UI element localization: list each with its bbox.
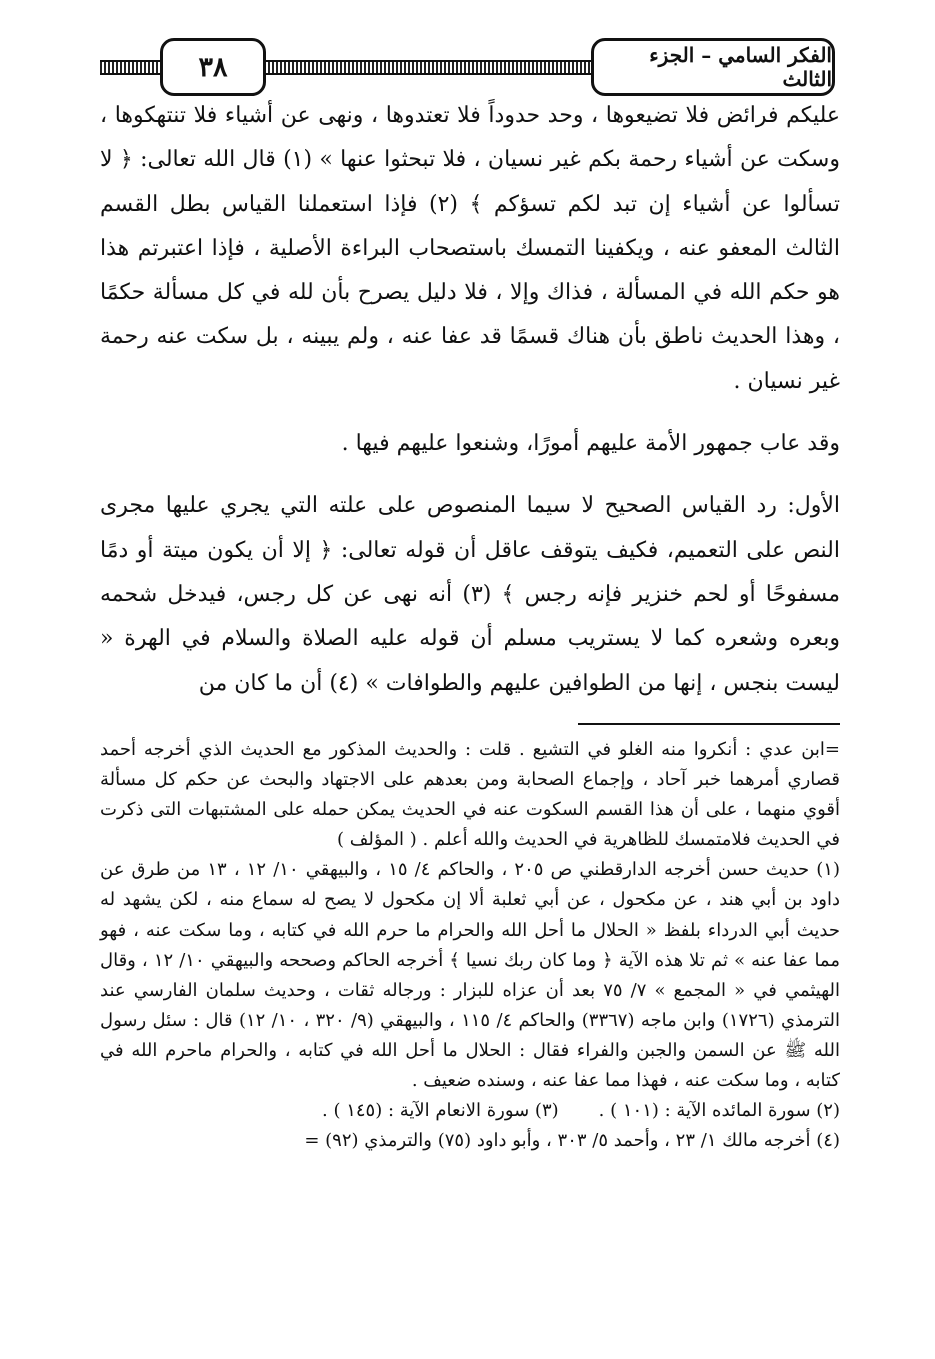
footnote-continuation: =ابن عدي : أنكروا منه الغلو في التشيع . قلت : والحديث المذكور مع الحديث الذي أخرجه أحمد قصاري أمرهما خبر آحاد ، وإجماع الصحابة ومن بعدهم على الاجتهاد والبحث عن حكم كل مسألة أقوي منهما ، على أن هذا القسم السكوت عنه في الحديث يمكن حمله على المشتبهات التى ذكرت في الحديث فلامتمسك للظاهرية في الحديث والله أعلم . ( المؤلف ): [100, 739, 840, 851]
page-number: ٣٨: [160, 38, 266, 96]
paragraph-2: وقد عاب جمهور الأمة عليهم أمورًا، وشنعوا عليهم فيها .: [341, 431, 840, 457]
page-header: [100, 30, 835, 90]
running-title: الفكر السامي – الجزء الثالث: [591, 38, 835, 96]
footnote-3: (٣) سورة الانعام الآية : (١٤٥ ) .: [322, 1100, 559, 1122]
paragraph-1: عليكم فرائض فلا تضيعوها ، وحد حدوداً فلا تعتدوها ، ونهى عن أشياء فلا تنتهكوها ، وسكت عن أشياء رحمة بكم غير نسيان ، فلا تبحثوا عنها » (١) قال الله تعالى: ﴿ لا تسألوا عن أشياء إن تبد لكم تسؤكم ﴾ (٢) فإذا استعملنا القياس بطل القسم الثالث المعفو عنه ، ويكفينا التمسك باستصحاب البراءة الأصلية ، فإذا اعتبرتم هذا هو حكم الله في المسألة ، فذاك وإلا ، فلا دليل يصرح بأن لله في كل مسألة حكمًا ، وهذا الحديث ناطق بأن هناك قسمًا قد عفا عنه ، ولم يبينه ، بل سكت عنه رحمة غير نسيان .: [100, 103, 840, 394]
footnote-separator: [578, 723, 840, 725]
footnote-1: (١) حديث حسن أخرجه الدارقطني ص ٢٠٥ ، والحاكم ٤/ ١٥ ، والبيهقي ١٠/ ١٢ ، ١٣ من طرق عن داود بن أبي هند ، عن مكحول ، عن أبي ثعلبة ألا إن مكحول لا يصح له سماع منه ، لكن يشهد له حديث أبي الدرداء بلفظ « الحلال ما أحل الله والحرام ما حرم الله في كتابه ، وما سكت عنه ، فهو مما عفا عنه » ثم تلا هذه الآية ﴿ وما كان ربك نسيا ﴾ أخرجه الحاكم وصححه والبيهقي ١٠/ ١٢ ، وقال الهيثمي في « المجمع » ٧/ ٧٥ بعد أن عزاه للبزار : ورجاله ثقات ، وحديث سلمان الفارسي عند الترمذي (١٧٢٦) وابن ماجه (٣٣٦٧) والحاكم ٤/ ١١٥ ، والبيهقي (٩/ ٣٢٠ ، ١٠/ ١٢) قال : سئل رسول الله ﷺ عن السمن والجبن والفراء فقال : الحلال ما أحل الله في كتابه ، والحرام ماحرم الله في كتابه ، وما سكت عنه ، فهذا مما عفا عنه ، وسنده ضعيف .: [100, 859, 840, 1092]
main-text: [100, 94, 840, 706]
footnote-2: (٢) سورة المائده الآية : (١٠١ ) .: [598, 1100, 840, 1122]
footnote-row-2-3: [100, 1096, 840, 1126]
footnote-4: (٤) أخرجه مالك ١/ ٢٣ ، وأحمد ٥/ ٣٠٣ ، وأبو داود (٧٥) والترمذي (٩٢) =: [304, 1130, 840, 1152]
footnotes: [100, 735, 840, 1156]
paragraph-3: الأول: رد القياس الصحيح لا سيما المنصوص على علته التي يجري عليها مجرى النص على التعميم، فكيف يتوقف عاقل أن قوله تعالى: ﴿ إلا أن يكون ميتة أو دمًا مسفوحًا أو لحم خنزير فإنه رجس ﴾ (٣) أنه نهى عن كل رجس، فيدخل شحمه وبعره وشعره كما لا يستريب مسلم أن قوله عليه الصلاة والسلام في الهرة « ليست بنجس ، إنها من الطوافين عليهم والطوافات » (٤) أن ما كان من: [100, 493, 841, 696]
